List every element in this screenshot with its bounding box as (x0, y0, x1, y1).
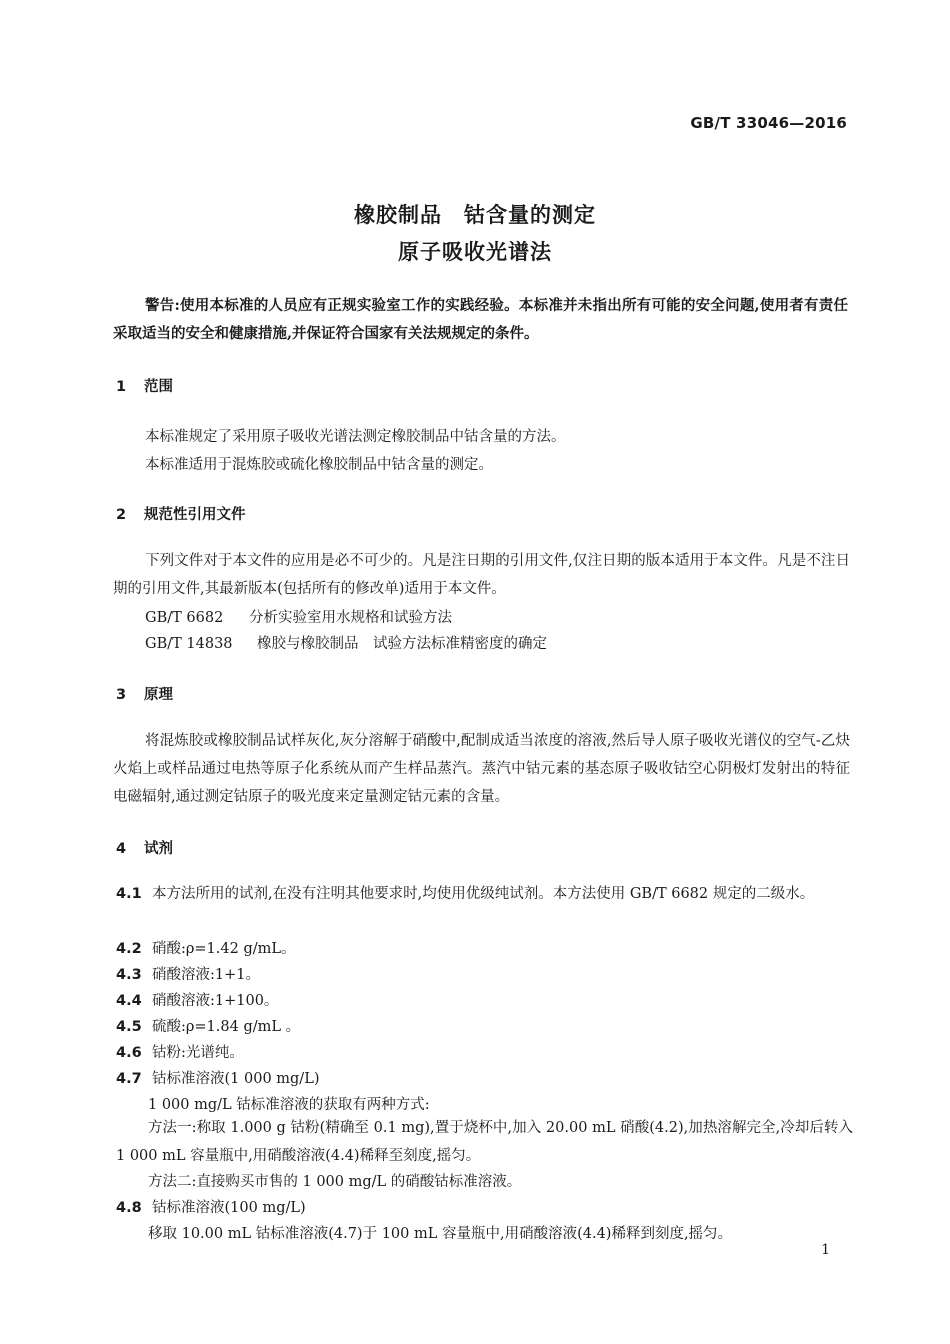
clause-number: 4.4 (116, 993, 142, 1009)
clause-4-3 (116, 963, 260, 984)
section-2-heading (116, 503, 246, 524)
normative-reference-1 (145, 606, 452, 627)
warning-paragraph: 警告:使用本标准的人员应有正规实验室工作的实践经验。本标准并未指出所有可能的安全问题,使用者有责任采取适当的安全和健康措施,并保证符合国家有关法规规定的条件。 (113, 297, 848, 342)
section-4-heading (116, 837, 173, 858)
clause-number: 4.8 (116, 1200, 142, 1216)
clause-4-4 (116, 989, 278, 1010)
clause-number: 4.2 (116, 941, 142, 957)
clause-number: 4.1 (116, 886, 142, 902)
section-1-paragraph-2: 本标准适用于混炼胶或硫化橡胶制品中钴含量的测定。 (145, 457, 493, 473)
clause-4-8-text: 移取 10.00 mL 钴标准溶液(4.7)于 100 mL 容量瓶中,用硝酸溶液(4.4)稀释到刻度,摇匀。 (148, 1226, 733, 1242)
section-number: 3 (116, 687, 127, 703)
clause-number: 4.3 (116, 967, 142, 983)
section-1-paragraph-1: 本标准规定了采用原子吸收光谱法测定橡胶制品中钴含量的方法。 (145, 429, 566, 445)
section-number: 2 (116, 507, 127, 523)
clause-4-7-method-1: 方法一:称取 1.000 g 钴粉(精确至 0.1 mg),置于烧杯中,加入 20.00 mL 硝酸(4.2),加热溶解完全,冷却后转入 1 000 mL 容量瓶中,用硝酸溶液(4.4)稀释至刻度,摇匀。 (116, 1120, 853, 1164)
title-part-b: 钴含量的测定 (464, 203, 596, 227)
section-title: 试剂 (144, 841, 173, 857)
title-line-1 (0, 199, 950, 229)
standard-number: GB/T 33046—2016 (690, 114, 847, 132)
clause-4-1 (116, 880, 850, 908)
clause-4-7 (116, 1067, 319, 1088)
section-title: 范围 (144, 379, 173, 395)
page-number: 1 (821, 1242, 830, 1258)
clause-number: 4.7 (116, 1071, 142, 1087)
clause-text: 钴标准溶液(100 mg/L) (152, 1200, 306, 1216)
clause-4-5 (116, 1015, 300, 1036)
normative-reference-2 (145, 632, 547, 653)
reference-code: GB/T 14838 (145, 636, 233, 652)
clause-text: 钴粉:光谱纯。 (152, 1045, 244, 1061)
clause-number: 4.6 (116, 1045, 142, 1061)
section-number: 4 (116, 841, 127, 857)
section-3-heading (116, 683, 173, 704)
section-1-heading (116, 375, 173, 396)
section-number: 1 (116, 379, 127, 395)
clause-text: 硝酸溶液:1+100。 (152, 993, 279, 1009)
title-part-a: 橡胶制品 (354, 203, 442, 227)
section-3-paragraph: 将混炼胶或橡胶制品试样灰化,灰分溶解于硝酸中,配制成适当浓度的溶液,然后导人原子吸收光谱仪的空气-乙炔火焰上或样品通过电热等原子化系统从而产生样品蒸汽。蒸汽中钴元素的基态原子吸收钴空心阴极灯发射出的特征电磁辐射,通过测定钴原子的吸光度来定量测定钴元素的含量。 (113, 733, 850, 805)
clause-text: 硫酸:ρ=1.84 g/mL 。 (152, 1019, 301, 1035)
section-title: 原理 (144, 687, 173, 703)
clause-4-6 (116, 1041, 244, 1062)
clause-4-7-intro: 1 000 mg/L 钴标准溶液的获取有两种方式: (148, 1097, 430, 1113)
clause-number: 4.5 (116, 1019, 142, 1035)
clause-4-7-method-2: 方法二:直接购买市售的 1 000 mg/L 的硝酸钴标准溶液。 (148, 1174, 522, 1190)
section-title: 规范性引用文件 (144, 507, 246, 523)
reference-code: GB/T 6682 (145, 610, 224, 626)
clause-text: 硝酸溶液:1+1。 (152, 967, 260, 983)
clause-text: 本方法所用的试剂,在没有注明其他要求时,均使用优级纯试剂。本方法使用 GB/T 6682 规定的二级水。 (152, 886, 815, 902)
reference-name: 橡胶与橡胶制品 试验方法标准精密度的确定 (257, 636, 547, 652)
clause-4-2 (116, 937, 296, 958)
section-2-paragraph: 下列文件对于本文件的应用是必不可少的。凡是注日期的引用文件,仅注日期的版本适用于本文件。凡是不注日期的引用文件,其最新版本(包括所有的修改单)适用于本文件。 (113, 553, 850, 597)
title-line-2: 原子吸收光谱法 (398, 240, 552, 264)
reference-name: 分析实验室用水规格和试验方法 (249, 610, 452, 626)
clause-text: 硝酸:ρ=1.42 g/mL。 (152, 941, 296, 957)
clause-4-8 (116, 1196, 306, 1217)
clause-text: 钴标准溶液(1 000 mg/L) (152, 1071, 320, 1087)
